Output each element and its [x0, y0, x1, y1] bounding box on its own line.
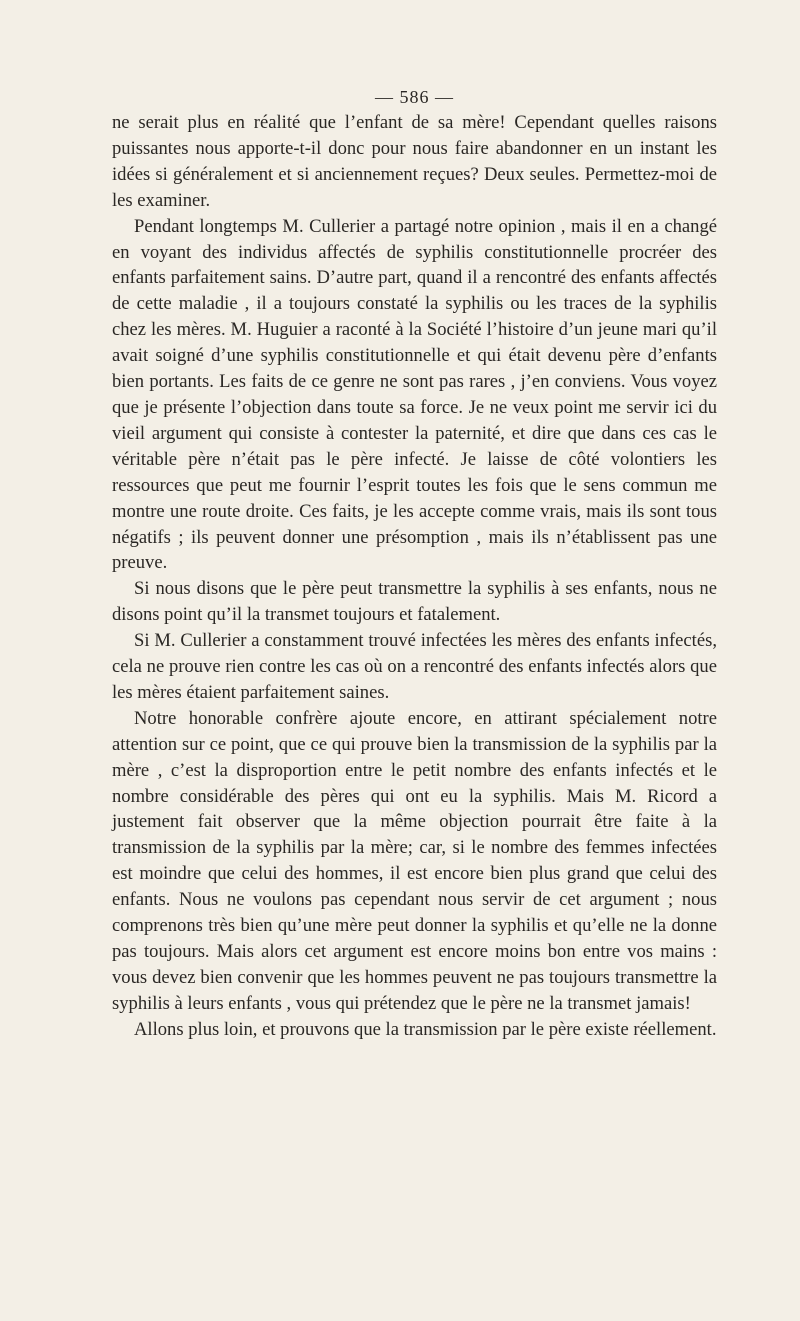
paragraph: Notre honorable confrère ajoute encore, en attirant spécialement notre attention sur ce point, que ce qui prouve bien la transmission de la syphilis par la mère , c’est la disproportion entre le petit nombre des enfants infectés et le nombre considérable des pères qui ont eu la syphilis. Mais M. Ricord a justement fait observer que la même objection pourrait être faite à la transmission de la syphilis par la mère; car, si le nombre des femmes infectées est moindre que celui des hommes, il est encore bien plus grand que celui des enfants. Nous ne voulons pas cependant nous servir de cet argument ; nous comprenons très bien qu’une mère peut donner la syphilis et qu’elle ne la donne pas toujours. Mais alors cet argument est encore moins bon entre vos mains : vous devez bien convenir que les hommes peuvent ne pas toujours transmettre la syphilis à leurs enfants , vous qui prétendez que le père ne la transmet jamais!	[112, 707, 717, 1014]
paragraph-continuation: ne serait plus en réalité que l’enfant de sa mère! Cependant quelles raisons puissantes nous apporte-t-il donc pour nous faire abandonner en un instant les idées si généralement et si anciennement reçues? Deux seules. Permettez-moi de les examiner.	[112, 112, 717, 211]
body-text	[112, 110, 717, 1043]
paragraph: Si M. Cullerier a constamment trouvé infectées les mères des enfants infectés, cela ne prouve rien contre les cas où on a rencontré des enfants infectés alors que les mères étaient parfaitement saines.	[112, 630, 717, 703]
paragraph: Si nous disons que le père peut transmettre la syphilis à ses enfants, nous ne disons point qu’il la transmet toujours et fatalement.	[112, 578, 717, 626]
page-number: — 586 —	[375, 87, 454, 107]
paragraph: Pendant longtemps M. Cullerier a partagé notre opinion , mais il en a changé en voyant des individus affectés de syphilis constitutionnelle procréer des enfants parfaitement sains. D’autre part, quand il a rencontré des enfants affectés de cette maladie , il a toujours constaté la syphilis ou les traces de la syphilis chez les mères. M. Huguier a raconté à la Société l’histoire d’un jeune mari qu’il avait soigné d’une syphilis constitutionnelle et qui était devenu père d’enfants bien portants. Les faits de ce genre ne sont pas rares , j’en conviens. Vous voyez que je présente l’objection dans toute sa force. Je ne veux point me servir ici du vieil argument qui consiste à contester la paternité, et dire que dans ces cas le véritable père n’était pas le père infecté. Je laisse de côté volontiers les ressources que peut me fournir l’esprit toutes les fois que le sens commun me montre une route droite. Ces faits, je les accepte comme vrais, mais ils sont tous négatifs ; ils peuvent donner une présomption , mais ils n’établissent pas une preuve.	[112, 215, 717, 574]
paragraph: Allons plus loin, et prouvons que la transmission par le père existe réellement.	[134, 1018, 717, 1040]
